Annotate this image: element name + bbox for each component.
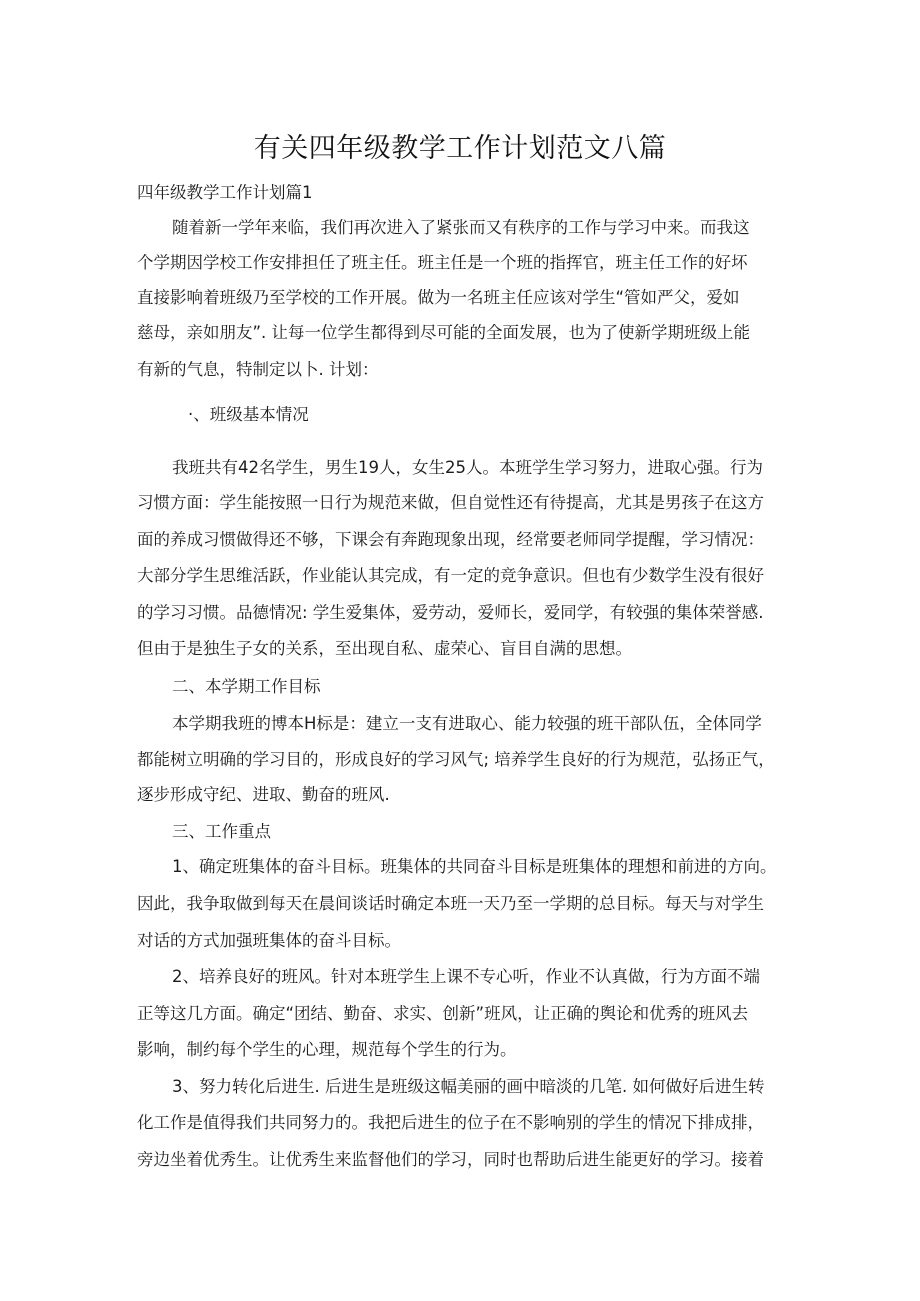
paragraph-line: 本学期我班的博本H标是：建立一支有进取心、能力较强的班干部队伍，全体同学 (172, 714, 762, 733)
paragraph-line: 正等这几方面。确定“团结、勤奋、求实、创新”班风，让正确的舆论和优秀的班风去 (137, 1004, 749, 1023)
paragraph-line: 1、确定班集体的奋斗目标。班集体的共同奋斗目标是班集体的理想和前进的方向。 (172, 857, 777, 876)
paragraph-line: 因此，我争取做到每天在晨间谈话时确定本班一天乃至一学期的总目标。每天与对学生 (137, 894, 764, 913)
paragraph-line: 化工作是值得我们共同努力的。我把后进生的位子在不影响别的学生的情况下排成排， (137, 1113, 764, 1132)
paragraph-line: 对话的方式加强班集体的奋斗目标。 (137, 931, 401, 950)
paragraph-line: 习惯方面：学生能按照一日行为规范来做，但自觉性还有待提高，尤其是男孩子在这方 (137, 493, 764, 512)
paragraph-line: 随着新一学年来临，我们再次进入了紧张而又有秩序的工作与学习中来。而我这 (172, 218, 750, 237)
paragraph-line: 面的养成习惯做得还不够，下课会有奔跑现象出现，经常要老师同学提醒，学习情况： (137, 530, 764, 549)
paragraph-line: 个学期因学校工作安排担任了班主任。班主任是一个班的指挥官，班主任工作的好坏 (137, 253, 748, 272)
paragraph-line: 旁边坐着优秀生。让优秀生来监督他们的学习，同时也帮助后进生能更好的学习。接着 (137, 1150, 764, 1169)
paragraph-line: 直接影响着班级乃至学校的工作开展。做为一名班主任应该对学生“管如严父，爱如 (137, 288, 740, 307)
paragraph-line: 大部分学生思维活跃，作业能认其完成，有一定的竞争意识。但也有少数学生没有很好 (137, 566, 764, 585)
paragraph-line: 我班共有42名学生，男生19人，女生25人。本班学生学习努力，进取心强。行为 (172, 458, 763, 477)
paragraph-line: 2、培养良好的班风。针对本班学生上课不专心听，作业不认真做，行为方面不端 (172, 967, 760, 986)
paragraph-line: 都能树立明确的学习目的，形成良好的学习风气; 培养学生良好的行为规范，弘扬正气， (137, 750, 775, 769)
section-heading: 四年级教学工作计划篇1 (137, 183, 313, 202)
paragraph-line: 但由于是独生子女的关系，至出现自私、虚荣心、盲目自满的思想。 (137, 639, 632, 658)
paragraph-line: 的学习习惯。品德情况: 学生爱集体，爱劳动，爱师长，爱同学，有较强的集体荣誉感. (137, 603, 764, 622)
paragraph-line: 逐步形成守纪、进取、勤奋的班风. (137, 785, 390, 804)
paragraph-line: 有新的气息，特制定以卜. 计划： (137, 360, 379, 379)
paragraph-line: 3、努力转化后进生. 后进生是班级这幅美丽的画中暗淡的几笔. 如何做好后进生转 (172, 1077, 765, 1096)
paragraph-line: 影响，制约每个学生的心理，规范每个学生的行为。 (137, 1040, 517, 1059)
section-heading: 二、本学期工作目标 (172, 677, 321, 696)
section-heading: ·、班级基本情况 (188, 405, 309, 424)
section-heading: 三、工作重点 (172, 822, 271, 841)
document-title: 有关四年级教学工作计划范文八篇 (253, 133, 667, 164)
paragraph-line: 慈母，亲如朋友”. 让每一位学生都得到尽可能的全面发展，也为了使新学期班级上能 (137, 323, 751, 342)
